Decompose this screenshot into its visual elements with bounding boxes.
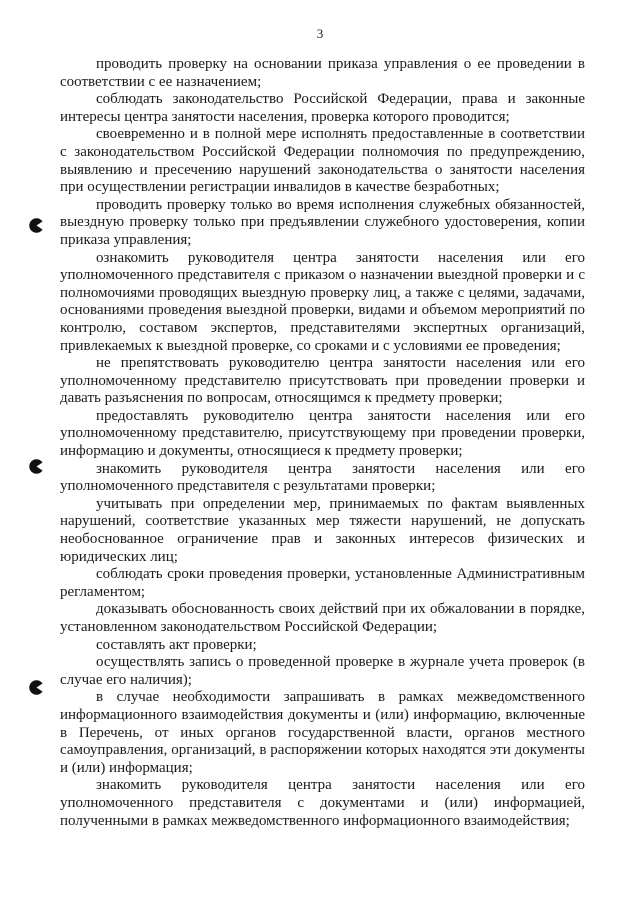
paragraph: составлять акт проверки; [96, 636, 257, 653]
paragraph: соблюдать сроки проведения проверки, установленные Административным регламентом; [60, 566, 585, 600]
paragraph: знакомить руководителя центра занятости населения или его уполномоченного представителя с результатами проверки; [60, 460, 585, 495]
paragraph: своевременно и в полной мере исполнять предоставленные в соответствии с законодательством Российской Федерации полномочия по предупреждению, выявлению и пресечению нарушений законодательства о занятости населения при осуществлении регистрации инвалидов в качестве безработных; [60, 126, 585, 196]
punch-hole-icon [28, 217, 45, 234]
paragraph: осуществлять запись о проведенной проверке в журнале учета проверок (в случае его наличия); [60, 654, 585, 688]
paragraph: учитывать при определении мер, принимаемых по фактам выявленных нарушений, соответствие указанных мер тяжести нарушений, не допускать необоснованное ограничение прав и законных интересов физических и юридических лиц; [60, 495, 585, 565]
paragraph: ознакомить руководителя центра занятости населения или его уполномоченного представителя с приказом о назначении выездной проверки и с полномочиями проводящих выездную проверку лиц, а также с целями, задачами, основаниями проведения выездной проверки, видами и объемом мероприятий по контролю, составом экспертов, представителями экспертных организаций, привлекаемых к выездной проверке, со сроками и с условиями ее проведения; [60, 249, 585, 354]
page-number: 3 [316, 26, 324, 41]
paragraph: предоставлять руководителю центра занятости населения или его уполномоченному представителю, присутствующему при проведении проверки, информацию и документы, относящиеся к предмету проверки; [60, 407, 585, 460]
paragraph: соблюдать законодательство Российской Федерации, права и законные интересы центра занятости населения, проверка которого проводится; [60, 91, 585, 125]
paragraph: не препятствовать руководителю центра занятости населения или его уполномоченному представителю присутствовать при проведении проверки и давать разъяснения по вопросам, относящимся к предмету проверки; [60, 355, 585, 407]
paragraph: знакомить руководителя центра занятости населения или его уполномоченного представителя с документами и (или) информацией, полученными в рамках межведомственного информационного взаимодействия; [60, 777, 585, 829]
paragraph: проводить проверку на основании приказа управления о ее проведении в соответствии с ее назначением; [60, 56, 585, 90]
punch-hole-icon [28, 458, 45, 475]
paragraph: доказывать обоснованность своих действий при их обжаловании в порядке, установленном законодательством Российской Федерации; [60, 601, 585, 635]
document-body [60, 56, 585, 830]
paragraph: проводить проверку только во время исполнения служебных обязанностей, выездную проверку только при предъявлении служебного удостоверения, копии приказа управления; [60, 196, 585, 248]
paragraph: в случае необходимости запрашивать в рамках межведомственного информационного взаимодействия документы и (или) информацию, включенные в Перечень, от иных органов государственной власти, органов местного самоуправления, организаций, в распоряжении которых находятся эти документы и (или) информация; [60, 689, 585, 776]
punch-hole-icon [28, 679, 45, 696]
